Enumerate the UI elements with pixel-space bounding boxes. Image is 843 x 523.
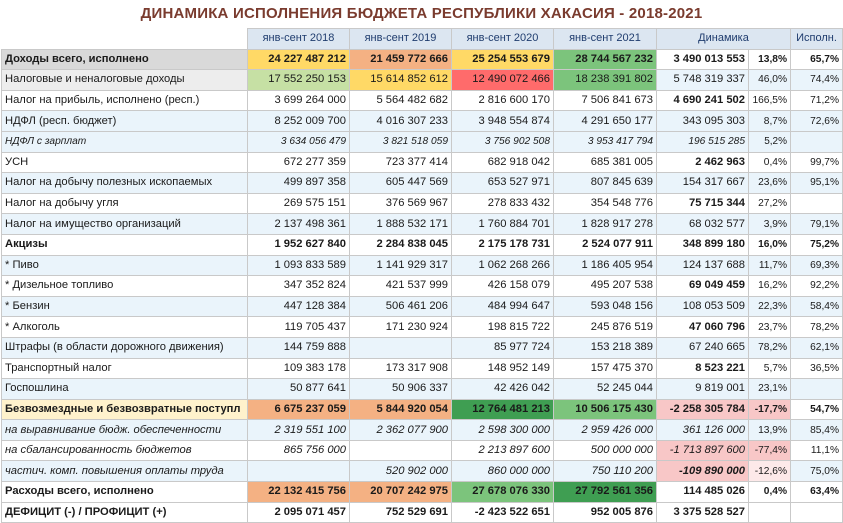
dynamics-percent: 5,7% — [749, 358, 791, 379]
dynamics-percent: -77,4% — [749, 440, 791, 461]
value-2018: 2 319 551 100 — [248, 420, 350, 441]
value-2020: 198 815 722 — [452, 317, 554, 338]
value-2021: 157 475 370 — [554, 358, 657, 379]
value-2018: 269 575 151 — [248, 193, 350, 214]
dynamics-value: 124 137 688 — [657, 255, 749, 276]
value-2019: 15 614 852 612 — [350, 70, 452, 91]
execution-percent: 75,0% — [791, 461, 843, 482]
header-execution: Исполн. — [791, 29, 843, 50]
table-row — [2, 317, 843, 338]
value-2019 — [350, 440, 452, 461]
value-2019: 723 377 414 — [350, 152, 452, 173]
value-2018: 24 227 487 212 — [248, 49, 350, 70]
value-2021: 28 744 567 232 — [554, 49, 657, 70]
value-2021: 952 005 876 — [554, 502, 657, 523]
header-2021: янв-сент 2021 — [554, 29, 657, 50]
value-2019: 421 537 999 — [350, 276, 452, 297]
row-label: * Пиво — [2, 255, 248, 276]
dynamics-value: 4 690 241 502 — [657, 90, 749, 111]
value-2018: 144 759 888 — [248, 337, 350, 358]
row-label: * Бензин — [2, 296, 248, 317]
dynamics-value: -109 890 000 — [657, 461, 749, 482]
value-2018: 672 277 359 — [248, 152, 350, 173]
value-2021: 10 506 175 430 — [554, 399, 657, 420]
execution-percent: 85,4% — [791, 420, 843, 441]
dynamics-percent: 0,4% — [749, 482, 791, 503]
execution-percent — [791, 379, 843, 400]
value-2020: 860 000 000 — [452, 461, 554, 482]
value-2019: 520 902 000 — [350, 461, 452, 482]
value-2020: 2 175 178 731 — [452, 234, 554, 255]
dynamics-value: 69 049 459 — [657, 276, 749, 297]
value-2019: 4 016 307 233 — [350, 111, 452, 132]
value-2018 — [248, 461, 350, 482]
value-2021: 27 792 561 356 — [554, 482, 657, 503]
dynamics-value: 154 317 667 — [657, 173, 749, 194]
dynamics-value: 343 095 303 — [657, 111, 749, 132]
value-2019: 171 230 924 — [350, 317, 452, 338]
execution-percent: 72,6% — [791, 111, 843, 132]
header-blank — [2, 29, 248, 50]
dynamics-value: 5 748 319 337 — [657, 70, 749, 91]
value-2020: 1 062 268 266 — [452, 255, 554, 276]
value-2018: 447 128 384 — [248, 296, 350, 317]
value-2019: 5 844 920 054 — [350, 399, 452, 420]
dynamics-percent: 46,0% — [749, 70, 791, 91]
table-row — [2, 420, 843, 441]
value-2021: 593 048 156 — [554, 296, 657, 317]
row-label: Налог на прибыль, исполнено (респ.) — [2, 90, 248, 111]
execution-percent: 99,7% — [791, 152, 843, 173]
dynamics-percent: 16,2% — [749, 276, 791, 297]
table-row — [2, 255, 843, 276]
execution-percent — [791, 131, 843, 152]
dynamics-percent: 27,2% — [749, 193, 791, 214]
value-2021: 18 238 391 802 — [554, 70, 657, 91]
execution-percent: 54,7% — [791, 399, 843, 420]
value-2021: 3 953 417 794 — [554, 131, 657, 152]
table-body — [2, 49, 843, 523]
value-2019: 21 459 772 666 — [350, 49, 452, 70]
row-label: Доходы всего, исполнено — [2, 49, 248, 70]
execution-percent: 65,7% — [791, 49, 843, 70]
value-2021: 750 110 200 — [554, 461, 657, 482]
row-label: Налог на имущество организаций — [2, 214, 248, 235]
value-2018: 1 952 627 840 — [248, 234, 350, 255]
value-2018: 347 352 824 — [248, 276, 350, 297]
value-2021: 685 381 005 — [554, 152, 657, 173]
value-2020: 2 598 300 000 — [452, 420, 554, 441]
header-row — [2, 29, 843, 50]
dynamics-percent: 166,5% — [749, 90, 791, 111]
execution-percent — [791, 502, 843, 523]
dynamics-percent: 8,7% — [749, 111, 791, 132]
row-label: Налоговые и неналоговые доходы — [2, 70, 248, 91]
value-2019: 2 284 838 045 — [350, 234, 452, 255]
execution-percent — [791, 193, 843, 214]
value-2021: 245 876 519 — [554, 317, 657, 338]
value-2020: 2 816 600 170 — [452, 90, 554, 111]
value-2021: 495 207 538 — [554, 276, 657, 297]
value-2018: 3 699 264 000 — [248, 90, 350, 111]
header-dynamics: Динамика — [657, 29, 791, 50]
dynamics-value: 2 462 963 — [657, 152, 749, 173]
table-row — [2, 193, 843, 214]
dynamics-percent: 5,2% — [749, 131, 791, 152]
value-2020: 148 952 149 — [452, 358, 554, 379]
table-row — [2, 296, 843, 317]
execution-percent: 92,2% — [791, 276, 843, 297]
page-title: ДИНАМИКА ИСПОЛНЕНИЯ БЮДЖЕТА РЕСПУБЛИКИ ХАКАСИЯ - 2018-2021 — [140, 5, 703, 22]
table-row — [2, 440, 843, 461]
dynamics-value: 8 523 221 — [657, 358, 749, 379]
value-2020: 2 213 897 600 — [452, 440, 554, 461]
dynamics-percent: 23,6% — [749, 173, 791, 194]
value-2018: 865 756 000 — [248, 440, 350, 461]
value-2021: 807 845 639 — [554, 173, 657, 194]
execution-percent: 62,1% — [791, 337, 843, 358]
row-label: * Алкоголь — [2, 317, 248, 338]
dynamics-percent: 3,9% — [749, 214, 791, 235]
value-2018: 499 897 358 — [248, 173, 350, 194]
value-2018: 17 552 250 153 — [248, 70, 350, 91]
dynamics-percent — [749, 502, 791, 523]
dynamics-value: 196 515 285 — [657, 131, 749, 152]
value-2018: 8 252 009 700 — [248, 111, 350, 132]
table-row — [2, 90, 843, 111]
row-label: Госпошлина — [2, 379, 248, 400]
value-2021: 4 291 650 177 — [554, 111, 657, 132]
dynamics-percent: 23,7% — [749, 317, 791, 338]
dynamics-percent: -17,7% — [749, 399, 791, 420]
table-row — [2, 461, 843, 482]
value-2019: 506 461 206 — [350, 296, 452, 317]
row-label: УСН — [2, 152, 248, 173]
header-2020: янв-сент 2020 — [452, 29, 554, 50]
execution-percent: 79,1% — [791, 214, 843, 235]
value-2020: 682 918 042 — [452, 152, 554, 173]
value-2021: 52 245 044 — [554, 379, 657, 400]
execution-percent: 58,4% — [791, 296, 843, 317]
dynamics-value: 3 375 528 527 — [657, 502, 749, 523]
table-row — [2, 173, 843, 194]
table-row — [2, 49, 843, 70]
dynamics-value: 108 053 509 — [657, 296, 749, 317]
table-row — [2, 152, 843, 173]
execution-percent: 11,1% — [791, 440, 843, 461]
table-row — [2, 482, 843, 503]
value-2018: 119 705 437 — [248, 317, 350, 338]
value-2020: 3 948 554 874 — [452, 111, 554, 132]
dynamics-percent: 11,7% — [749, 255, 791, 276]
dynamics-value: 3 490 013 553 — [657, 49, 749, 70]
value-2018: 2 137 498 361 — [248, 214, 350, 235]
value-2019 — [350, 337, 452, 358]
table-row — [2, 337, 843, 358]
row-label: Акцизы — [2, 234, 248, 255]
value-2020: 27 678 076 330 — [452, 482, 554, 503]
value-2020: 42 426 042 — [452, 379, 554, 400]
row-label: частич. комп. повышения оплаты труда — [2, 461, 248, 482]
execution-percent: 75,2% — [791, 234, 843, 255]
value-2020: 484 994 647 — [452, 296, 554, 317]
value-2021: 354 548 776 — [554, 193, 657, 214]
value-2018: 1 093 833 589 — [248, 255, 350, 276]
dynamics-percent: 16,0% — [749, 234, 791, 255]
row-label: Безвозмездные и безвозвратные поступл — [2, 399, 248, 420]
dynamics-percent: 0,4% — [749, 152, 791, 173]
value-2020: -2 423 522 651 — [452, 502, 554, 523]
value-2020: 85 977 724 — [452, 337, 554, 358]
value-2021: 153 218 389 — [554, 337, 657, 358]
table-row — [2, 70, 843, 91]
value-2019: 50 906 337 — [350, 379, 452, 400]
execution-percent: 74,4% — [791, 70, 843, 91]
value-2021: 7 506 841 673 — [554, 90, 657, 111]
value-2021: 2 524 077 911 — [554, 234, 657, 255]
value-2019: 752 529 691 — [350, 502, 452, 523]
value-2019: 376 569 967 — [350, 193, 452, 214]
dynamics-value: 67 240 665 — [657, 337, 749, 358]
value-2020: 3 756 902 508 — [452, 131, 554, 152]
table-row — [2, 234, 843, 255]
header-2018: янв-сент 2018 — [248, 29, 350, 50]
table-row — [2, 214, 843, 235]
dynamics-value: 114 485 026 — [657, 482, 749, 503]
execution-percent: 78,2% — [791, 317, 843, 338]
value-2019: 2 362 077 900 — [350, 420, 452, 441]
value-2020: 426 158 079 — [452, 276, 554, 297]
table-row — [2, 111, 843, 132]
execution-percent: 69,3% — [791, 255, 843, 276]
row-label: * Дизельное топливо — [2, 276, 248, 297]
value-2018: 22 132 415 756 — [248, 482, 350, 503]
table-row — [2, 276, 843, 297]
row-label: Налог на добычу полезных ископаемых — [2, 173, 248, 194]
dynamics-percent: -12,6% — [749, 461, 791, 482]
execution-percent: 36,5% — [791, 358, 843, 379]
value-2020: 25 254 553 679 — [452, 49, 554, 70]
value-2018: 109 383 178 — [248, 358, 350, 379]
dynamics-value: 47 060 796 — [657, 317, 749, 338]
table-row — [2, 358, 843, 379]
value-2020: 12 490 072 466 — [452, 70, 554, 91]
dynamics-value: 348 899 180 — [657, 234, 749, 255]
row-label: ДЕФИЦИТ (-) / ПРОФИЦИТ (+) — [2, 502, 248, 523]
value-2019: 173 317 908 — [350, 358, 452, 379]
dynamics-percent: 13,8% — [749, 49, 791, 70]
value-2019: 5 564 482 682 — [350, 90, 452, 111]
execution-percent: 71,2% — [791, 90, 843, 111]
value-2018: 50 877 641 — [248, 379, 350, 400]
value-2021: 2 959 426 000 — [554, 420, 657, 441]
value-2020: 653 527 971 — [452, 173, 554, 194]
value-2019: 1 141 929 317 — [350, 255, 452, 276]
row-label: на сбалансированность бюджетов — [2, 440, 248, 461]
value-2019: 1 888 532 171 — [350, 214, 452, 235]
value-2019: 20 707 242 975 — [350, 482, 452, 503]
row-label: Транспортный налог — [2, 358, 248, 379]
dynamics-value: -2 258 305 784 — [657, 399, 749, 420]
value-2020: 1 760 884 701 — [452, 214, 554, 235]
row-label: Штрафы (в области дорожного движения) — [2, 337, 248, 358]
execution-percent: 95,1% — [791, 173, 843, 194]
value-2018: 2 095 071 457 — [248, 502, 350, 523]
dynamics-value: 9 819 001 — [657, 379, 749, 400]
value-2021: 1 828 917 278 — [554, 214, 657, 235]
dynamics-percent: 23,1% — [749, 379, 791, 400]
dynamics-percent: 22,3% — [749, 296, 791, 317]
dynamics-value: 361 126 000 — [657, 420, 749, 441]
header-2019: янв-сент 2019 — [350, 29, 452, 50]
value-2021: 500 000 000 — [554, 440, 657, 461]
row-label: НДФЛ с зарплат — [2, 131, 248, 152]
table-row — [2, 379, 843, 400]
value-2018: 6 675 237 059 — [248, 399, 350, 420]
value-2019: 3 821 518 059 — [350, 131, 452, 152]
row-label: Налог на добычу угля — [2, 193, 248, 214]
row-label: НДФЛ (респ. бюджет) — [2, 111, 248, 132]
dynamics-percent: 13,9% — [749, 420, 791, 441]
dynamics-value: 75 715 344 — [657, 193, 749, 214]
dynamics-value: 68 032 577 — [657, 214, 749, 235]
table-row — [2, 502, 843, 523]
budget-table — [1, 28, 843, 523]
execution-percent: 63,4% — [791, 482, 843, 503]
dynamics-percent: 78,2% — [749, 337, 791, 358]
value-2021: 1 186 405 954 — [554, 255, 657, 276]
value-2019: 605 447 569 — [350, 173, 452, 194]
value-2020: 278 833 432 — [452, 193, 554, 214]
table-row — [2, 131, 843, 152]
row-label: на выравнивание бюдж. обеспеченности — [2, 420, 248, 441]
row-label: Расходы всего, исполнено — [2, 482, 248, 503]
value-2020: 12 764 481 213 — [452, 399, 554, 420]
table-row — [2, 399, 843, 420]
value-2018: 3 634 056 479 — [248, 131, 350, 152]
dynamics-value: -1 713 897 600 — [657, 440, 749, 461]
